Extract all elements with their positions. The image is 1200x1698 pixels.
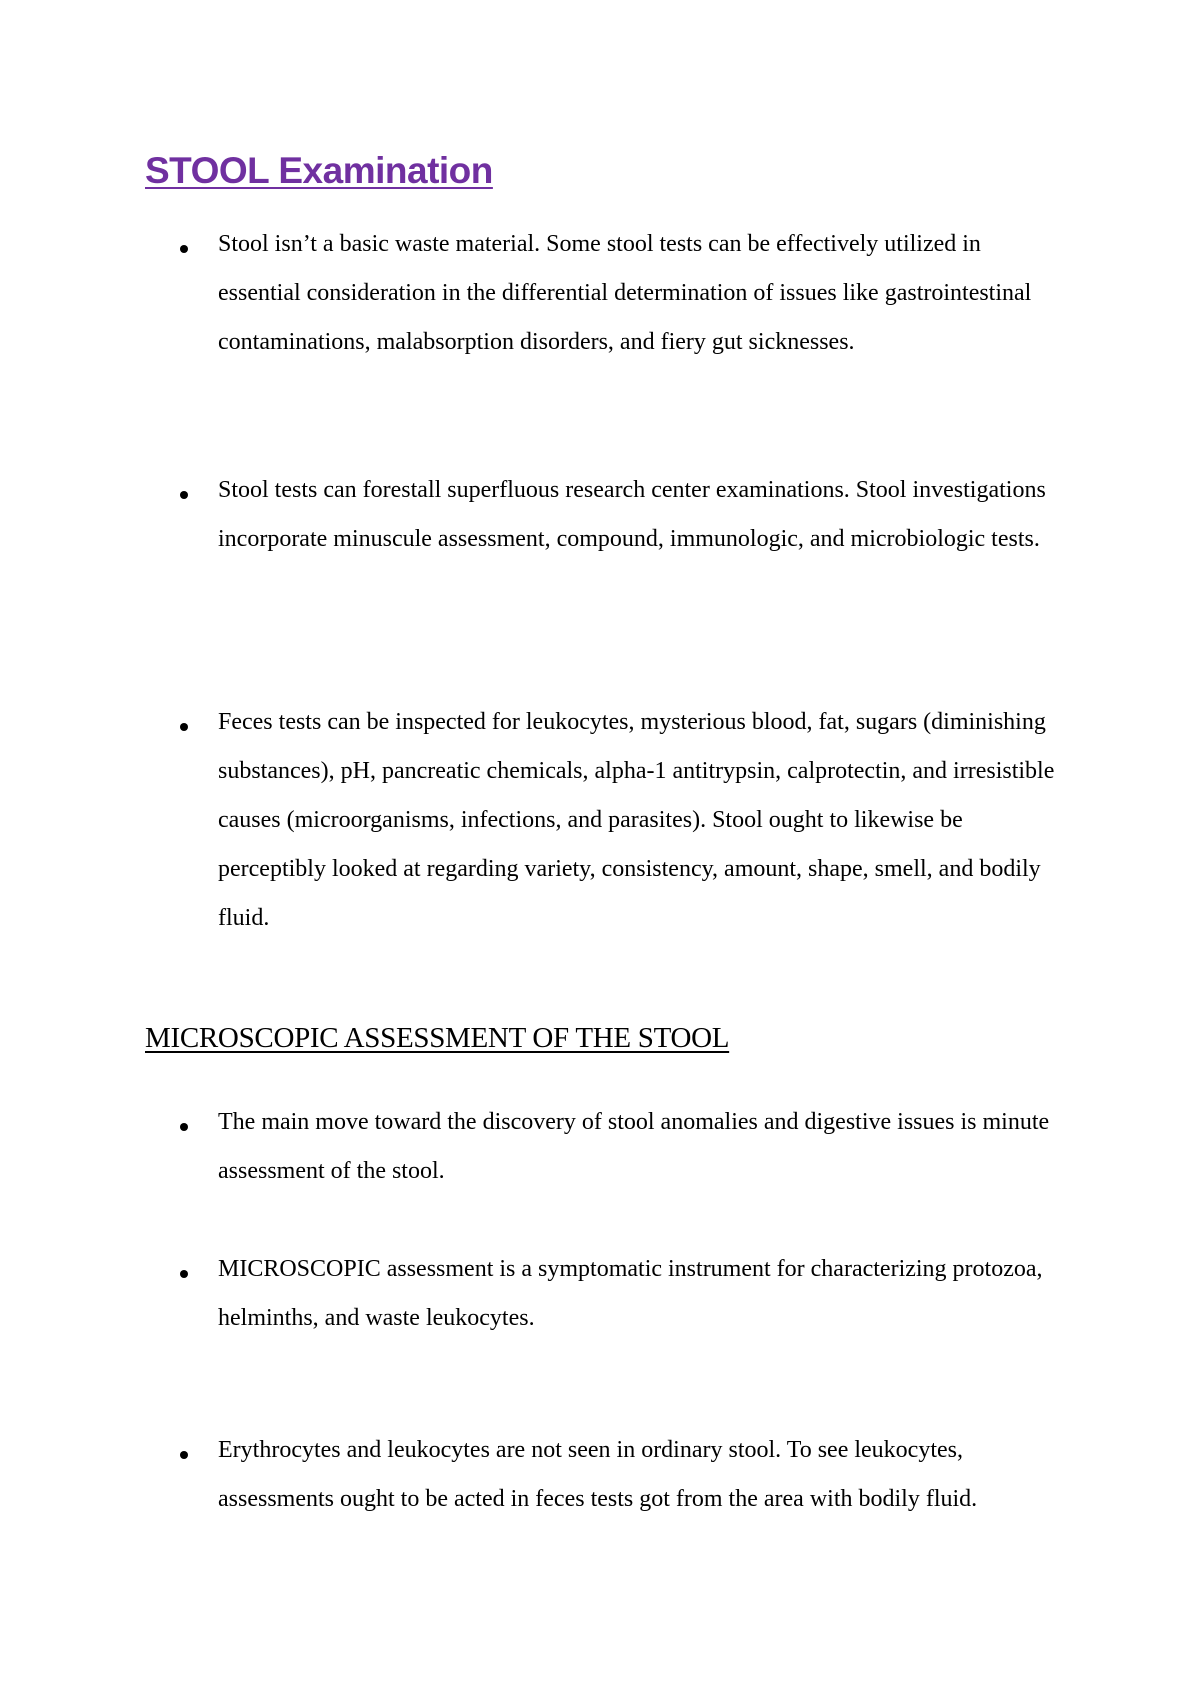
- list-item-text: The main move toward the discovery of stool anomalies and digestive issues is minute assessment of the stool.: [218, 1109, 1050, 1184]
- list-item-text: MICROSCOPIC assessment is a symptomatic instrument for characterizing protozoa, helminths, and waste leukocytes.: [218, 1256, 1043, 1331]
- bullet-icon: [180, 491, 188, 499]
- list-item-text: Stool isn’t a basic waste material. Some stool tests can be effectively utilized in essential consideration in the differential determination of issues like gastrointestinal contaminations, malabsorption disorders, and fiery gut sicknesses.: [218, 231, 1032, 355]
- list-item-text: Erythrocytes and leukocytes are not seen in ordinary stool. To see leukocytes, assessments ought to be acted in feces tests got from the area with bodily fluid.: [218, 1437, 978, 1512]
- bullet-icon: [180, 245, 188, 253]
- list-item-text: Stool tests can forestall superfluous research center examinations. Stool investigations incorporate minuscule assessment, compound, immunologic, and microbiologic tests.: [218, 477, 1046, 552]
- bullet-icon: [180, 1451, 188, 1459]
- bullet-icon: [180, 1270, 188, 1278]
- list-item-text: Feces tests can be inspected for leukocytes, mysterious blood, fat, sugars (diminishing substances), pH, pancreatic chemicals, alpha-1 antitrypsin, calprotectin, and irresistible causes (microorganisms, infections, and parasites). Stool ought to likewise be perceptibly looked at regarding variety, consistency, amount, shape, smell, and bodily fluid.: [218, 709, 1055, 931]
- bullet-icon: [180, 723, 188, 731]
- section-heading: MICROSCOPIC ASSESSMENT OF THE STOOL: [145, 1022, 730, 1054]
- page-title: STOOL Examination: [145, 150, 493, 191]
- bullet-icon: [180, 1123, 188, 1131]
